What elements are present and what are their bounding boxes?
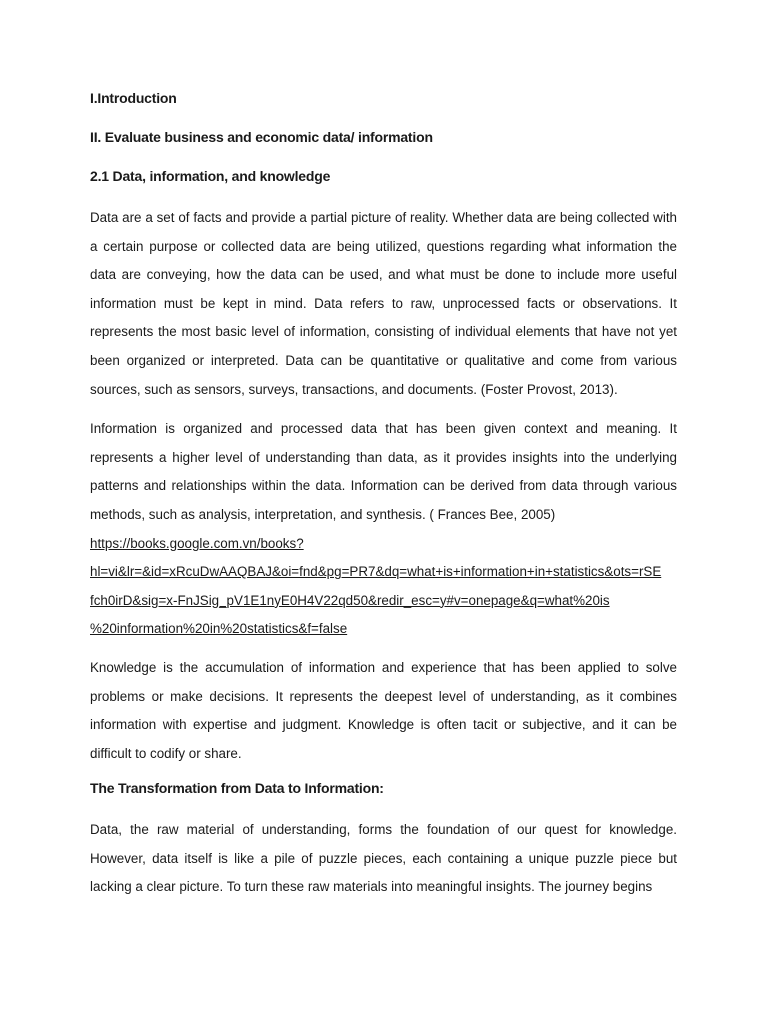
heading-section-two: II. Evaluate business and economic data/ information <box>90 129 433 145</box>
paragraph-information: Information is organized and processed data that has been given context and meaning. It represents a higher level of understanding than data, as it provides insights into the underlying patterns and relationships within the data. Information can be derived from data through various methods, such as analysis, interpretation, and synthesis. ( Frances Bee, 2005) <box>90 421 677 522</box>
paragraph-data: Data are a set of facts and provide a partial picture of reality. Whether data are being collected with a certain purpose or collected data are being utilized, questions regarding what information the data are conveying, how the data can be used, and what must be done to include more useful information must be kept in mind. Data refers to raw, unprocessed facts or observations. It represents the most basic level of information, consisting of individual elements that have not yet been organized or interpreted. Data can be quantitative or qualitative and come from various sources, such as sensors, surveys, transactions, and documents. (Foster Provost, 2013). <box>90 210 677 397</box>
paragraph-knowledge: Knowledge is the accumulation of information and experience that has been applied to solve problems or make decisions. It represents the deepest level of understanding, as it combines information with expertise and judgment. Knowledge is often tacit or subjective, and it can be difficult to codify or share. <box>90 659 677 761</box>
reference-link-line-2[interactable]: hl=vi&lr=&id=xRcuDwAAQBAJ&oi=fnd&pg=PR7&dq=what+is+information+in+statistics&ots=rSE <box>90 564 662 580</box>
heading-section-two-one: 2.1 Data, information, and knowledge <box>90 168 331 184</box>
reference-link[interactable] <box>90 530 677 644</box>
heading-transformation: The Transformation from Data to Information: <box>90 780 384 797</box>
heading-introduction: I.Introduction <box>90 90 177 106</box>
reference-link-line-1[interactable]: https://books.google.com.vn/books? <box>90 535 304 551</box>
document-page <box>90 88 677 912</box>
reference-link-line-3[interactable]: fch0irD&sig=x-FnJSig_pV1E1nyE0H4V22qd50&redir_esc=y#v=onepage&q=what%20is <box>90 592 610 608</box>
paragraph-transformation: Data, the raw material of understanding, forms the foundation of our quest for knowledge. However, data itself is like a pile of puzzle pieces, each containing a unique puzzle piece but lacking a clear picture. To turn these raw materials into meaningful insights. The journey begins <box>90 822 677 895</box>
reference-link-line-4[interactable]: %20information%20in%20statistics&f=false <box>90 621 348 637</box>
